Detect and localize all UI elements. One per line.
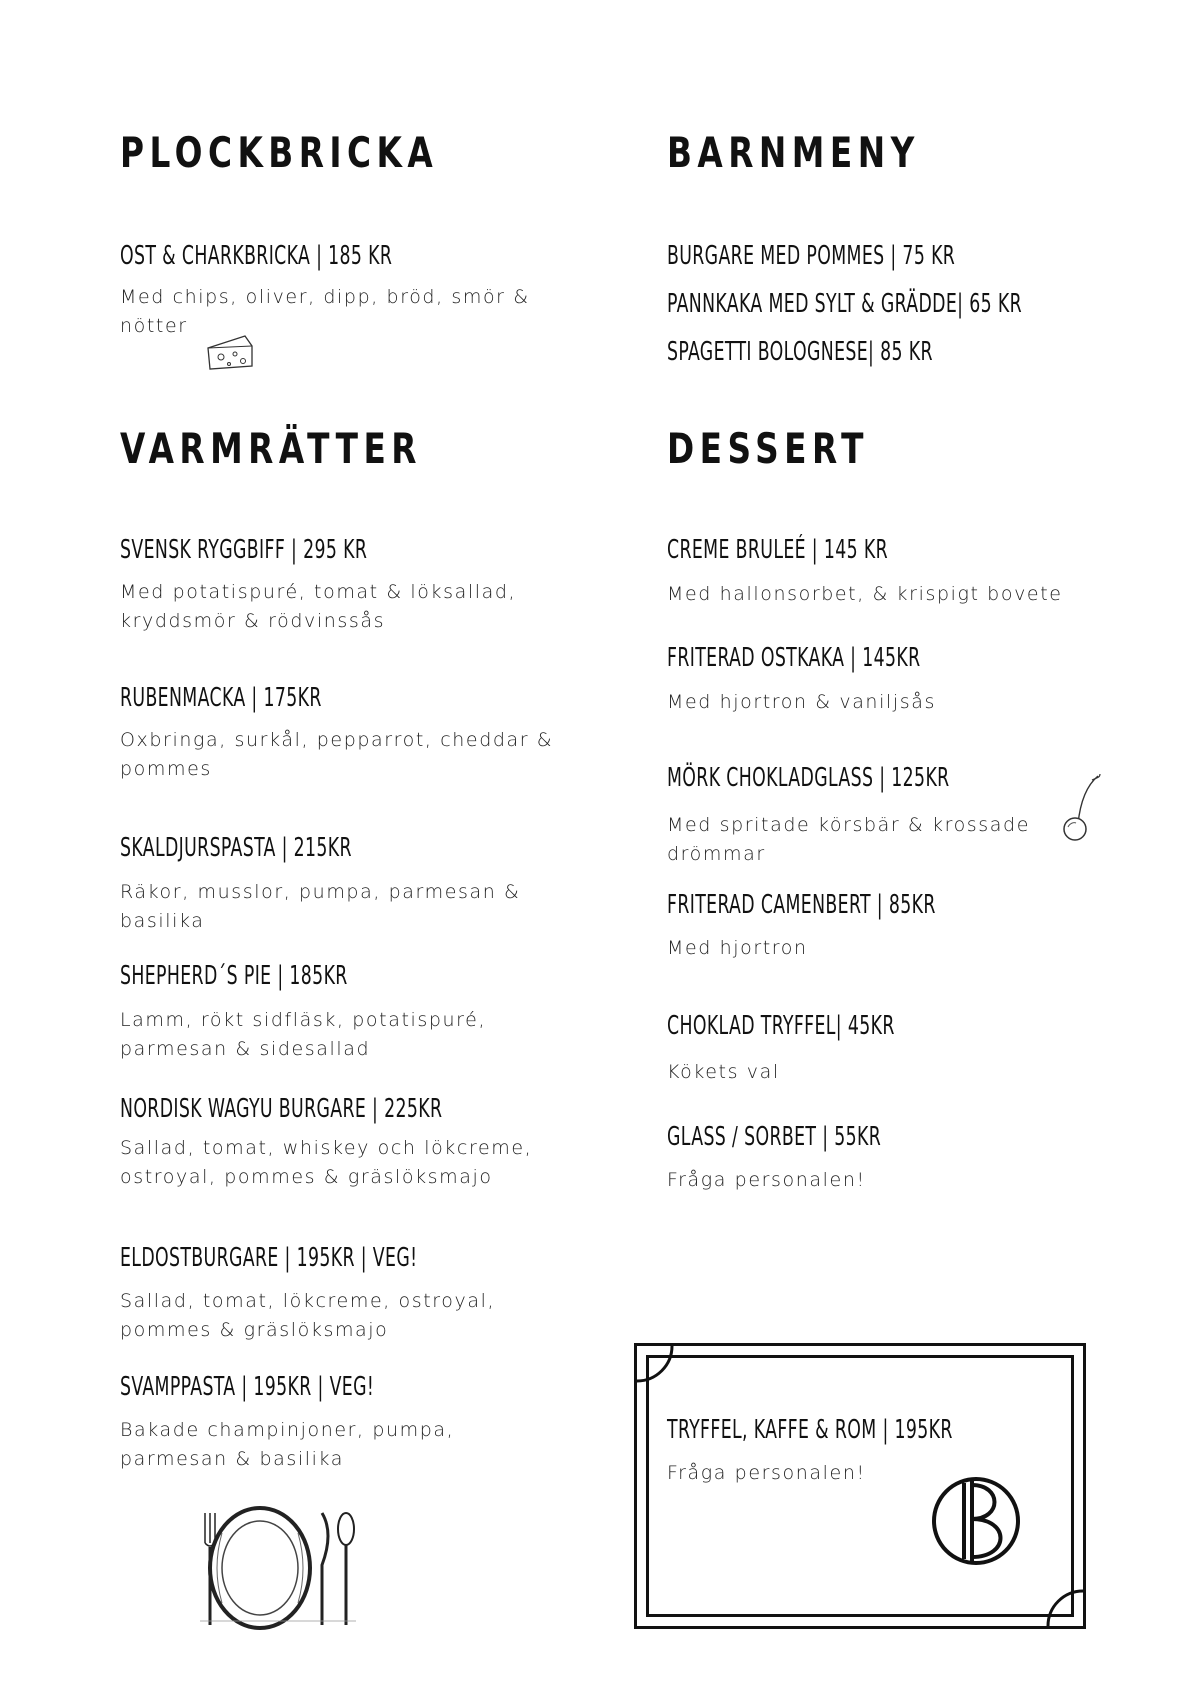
menu-item-desc: Med hjortron [667,937,808,959]
menu-item-title: SVAMPPASTA | 195KR | VEG! [120,1372,375,1402]
menu-item-title: GLASS / SORBET | 55KR [667,1122,882,1152]
plate-cutlery-icon [200,1503,360,1633]
menu-item-desc: Lamm, rökt sidfläsk, potatispuré, parmesan & sidesallad [120,1009,487,1060]
menu-item-desc: Bakade champinjoner, pumpa, parmesan & basilika [120,1419,455,1470]
menu-item-desc: Med chips, oliver, dipp, bröd, smör & nötter [120,286,530,337]
menu-item-title: CHOKLAD TRYFFEL| 45KR [667,1011,895,1041]
menu-item-title: FRITERAD OSTKAKA | 145KR [667,643,921,673]
menu-item-title: SHEPHERD´S PIE | 185KR [120,961,348,991]
frame-corner-ornament [1046,1589,1086,1629]
menu-item-title: OST & CHARKBRICKA | 185 KR [120,241,393,271]
menu-item-title: SPAGETTI BOLOGNESE| 85 KR [667,337,933,367]
menu-item-title: CREME BRULEÉ | 145 KR [667,535,889,565]
special-offer-desc: Fråga personalen! [667,1462,866,1484]
menu-item-desc: Kökets val [667,1061,780,1083]
frame-corner-ornament [634,1343,674,1383]
special-offer-title: TRYFFEL, KAFFE & ROM | 195KR [667,1415,953,1445]
menu-item-title: RUBENMACKA | 175KR [120,683,322,713]
menu-item-desc: Räkor, musslor, pumpa, parmesan & basilika [120,881,521,932]
menu-item-desc: Sallad, tomat, whiskey och lökcreme, ostroyal, pommes & gräslöksmajo [120,1137,533,1188]
menu-item-desc: Sallad, tomat, lökcreme, ostroyal, pommes & gräslöksmajo [120,1290,496,1341]
cheese-icon [205,332,255,372]
b-monogram-logo [928,1473,1024,1569]
section-heading-dessert: DESSERT [667,424,869,473]
menu-item-desc: Med hallonsorbet, & krispigt bovete [667,583,1063,605]
menu-item-title: BURGARE MED POMMES | 75 KR [667,241,956,271]
menu-item-title: PANNKAKA MED SYLT & GRÄDDE| 65 KR [667,289,1022,319]
menu-item-desc: Oxbringa, surkål, pepparrot, cheddar & pommes [120,729,554,780]
section-heading-varmratter: VARMRÄTTER [120,424,423,473]
menu-item-title: NORDISK WAGYU BURGARE | 225KR [120,1094,443,1124]
menu-item-desc: Med spritade körsbär & krossade drömmar [667,814,1030,865]
menu-item-desc: Fråga personalen! [667,1169,866,1191]
menu-item-title: ELDOSTBURGARE | 195KR | VEG! [120,1243,418,1273]
section-heading-barnmeny: BARNMENY [667,128,920,177]
menu-item-desc: Med hjortron & vaniljsås [667,691,936,713]
menu-item-title: FRITERAD CAMENBERT | 85KR [667,890,936,920]
menu-item-desc: Med potatispuré, tomat & löksallad, kryddsmör & rödvinssås [120,581,517,632]
menu-item-title: MÖRK CHOKLADGLASS | 125KR [667,763,950,793]
menu-item-title: SKALDJURSPASTA | 215KR [120,833,352,863]
cherry-icon [1056,772,1102,842]
section-heading-plockbricka: PLOCKBRICKA [120,128,439,177]
menu-item-title: SVENSK RYGGBIFF | 295 KR [120,535,368,565]
